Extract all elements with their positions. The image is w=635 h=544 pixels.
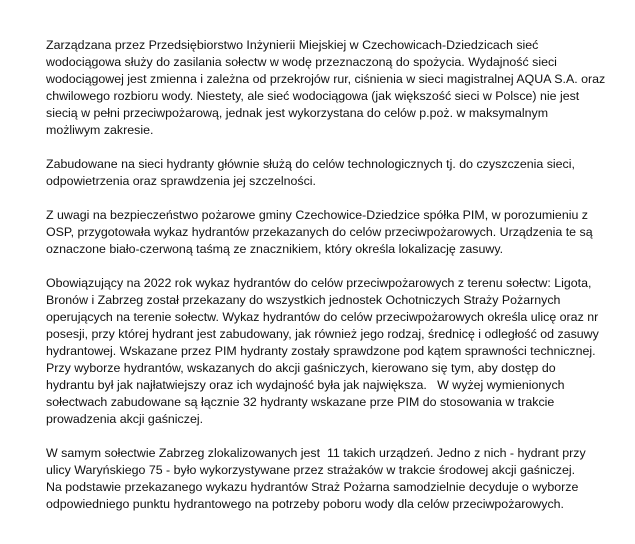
paragraph-network-description (46, 37, 606, 139)
text-line: Z uwagi na bezpieczeństwo pożarowe gminy Czechowice-Dziedzice spółka PIM, w porozumieniu z (46, 208, 588, 222)
paragraph-hydrant-list-2022 (46, 275, 606, 428)
text-line: odpowietrzenia oraz sprawdzenia jej szczelności. (46, 174, 316, 188)
text-line: Przy wyborze hydrantów, wskazanych do akcji gaśniczych, kierowano się tym, aby dostęp do (46, 361, 556, 375)
text-line: sołectwach zabudowane są łącznie 32 hydranty wskazane prze PIM do stosowania w trakcie (46, 395, 555, 409)
text-line: Zabudowane na sieci hydranty głównie służą do celów technologicznych tj. do czyszczenia sieci, (46, 157, 575, 171)
text-line: Obowiązujący na 2022 rok wykaz hydrantów do celów przeciwpożarowych z terenu sołectw: Ligota, (46, 276, 592, 290)
text-line: wodociągowa służy do zasilania sołectw w wodę przeznaczoną do spożycia. Wydajność sieci (46, 55, 557, 69)
paragraph-fire-safety (46, 207, 606, 258)
paragraph-zabrzeg (46, 445, 606, 513)
text-line: posesji, przy której hydrant jest zabudowany, jak również jego rodzaj, średnicę i odległość od zasuwy (46, 327, 599, 341)
text-line: wodociągowej jest zmienna i zależna od przekrojów rur, ciśnienia w sieci magistralnej AQUA S.A. oraz (46, 72, 606, 86)
text-line: Zarządzana przez Przedsiębiorstwo Inżynierii Miejskiej w Czechowicach-Dziedzicach sieć (46, 38, 539, 52)
document-body (46, 37, 606, 530)
text-line: Na podstawie przekazanego wykazu hydrantów Straż Pożarna samodzielnie decyduje o wyborze (46, 480, 579, 494)
text-line: odpowiedniego punktu hydrantowego na potrzeby poboru wody dla celów przeciwpożarowych. (46, 497, 564, 511)
text-line: hydrantu był jak najłatwiejszy oraz ich wydajność była jak największa. W wyżej wymienionych (46, 378, 565, 392)
text-line: operujących na terenie sołectw. Wykaz hydrantów do celów przeciwpożarowych określa ulicę oraz nr (46, 310, 599, 324)
text-line: W samym sołectwie Zabrzeg zlokalizowanych jest 11 takich urządzeń. Jedno z nich - hydrant przy (46, 446, 586, 460)
text-line: hydrantowej. Wskazane przez PIM hydranty zostały sprawdzone pod kątem sprawności technicznej. (46, 344, 596, 358)
text-line: prowadzenia akcji gaśniczej. (46, 412, 204, 426)
text-line: oznaczone biało-czerwoną taśmą ze znacznikiem, który określa lokalizację zasuwy. (46, 242, 504, 256)
paragraph-hydrant-purpose (46, 156, 606, 190)
text-line: chwilowego rozbioru wody. Niestety, ale sieć wodociągowa (jak większość sieci w Polsce) nie jest (46, 89, 580, 103)
text-line: siecią w pełni przeciwpożarową, jednak jest wykorzystana do celów p.poż. w maksymalnym (46, 106, 549, 120)
text-line: możliwym zakresie. (46, 123, 154, 137)
text-line: OSP, przygotowała wykaz hydrantów przekazanych do celów przeciwpożarowych. Urządzenia te są (46, 225, 593, 239)
text-line: Bronów i Zabrzeg został przekazany do wszystkich jednostek Ochotniczych Straży Pożarnych (46, 293, 561, 307)
text-line: ulicy Waryńskiego 75 - było wykorzystywane przez strażaków w trakcie środowej akcji gaśniczej. (46, 463, 576, 477)
